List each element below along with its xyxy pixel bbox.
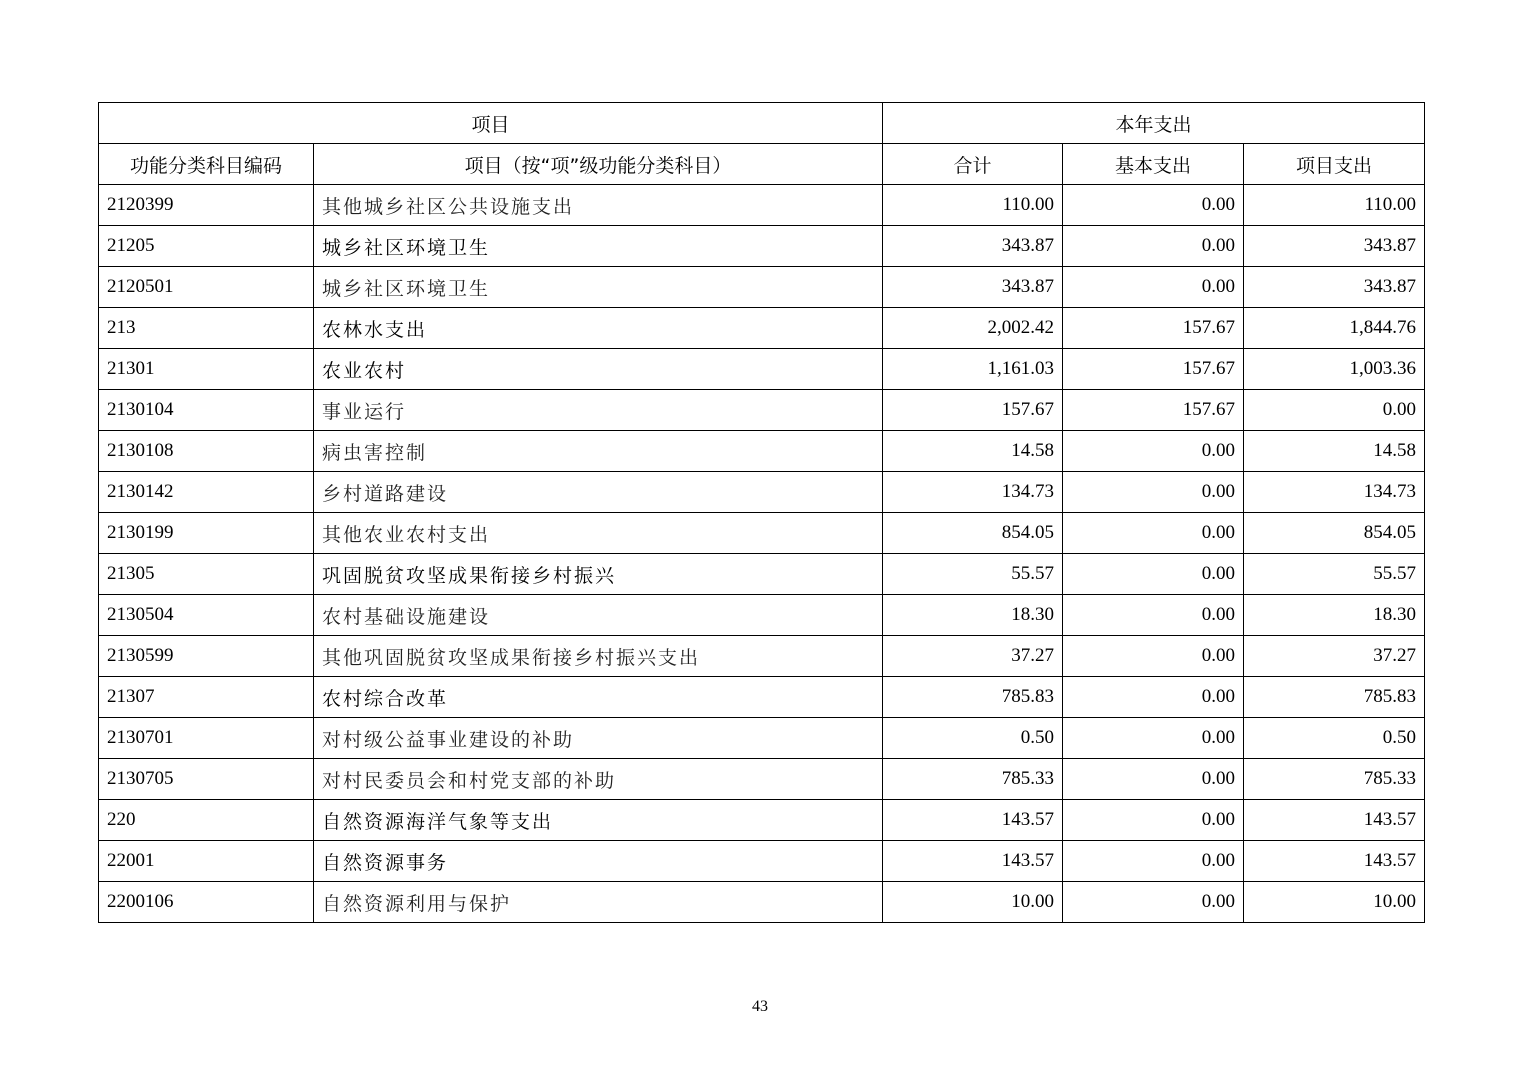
row-code: 2200106 bbox=[99, 882, 314, 923]
table-row bbox=[99, 185, 1425, 226]
row-basic: 0.00 bbox=[1063, 759, 1244, 800]
row-code: 21307 bbox=[99, 677, 314, 718]
row-project: 343.87 bbox=[1244, 226, 1425, 267]
row-total: 157.67 bbox=[883, 390, 1063, 431]
row-basic: 0.00 bbox=[1063, 226, 1244, 267]
row-code: 2130705 bbox=[99, 759, 314, 800]
row-project: 343.87 bbox=[1244, 267, 1425, 308]
row-name: 自然资源事务 bbox=[314, 841, 883, 882]
row-basic: 157.67 bbox=[1063, 308, 1244, 349]
code-column-header: 功能分类科目编码 bbox=[99, 144, 314, 185]
row-name: 农林水支出 bbox=[314, 308, 883, 349]
row-code: 22001 bbox=[99, 841, 314, 882]
row-total: 1,161.03 bbox=[883, 349, 1063, 390]
item-group-header: 项目 bbox=[99, 103, 883, 144]
table-row bbox=[99, 431, 1425, 472]
row-basic: 0.00 bbox=[1063, 513, 1244, 554]
row-total: 143.57 bbox=[883, 800, 1063, 841]
row-name: 农村基础设施建设 bbox=[314, 595, 883, 636]
row-code: 21205 bbox=[99, 226, 314, 267]
row-code: 2130504 bbox=[99, 595, 314, 636]
row-project: 110.00 bbox=[1244, 185, 1425, 226]
table-row bbox=[99, 677, 1425, 718]
row-project: 18.30 bbox=[1244, 595, 1425, 636]
row-project: 143.57 bbox=[1244, 841, 1425, 882]
row-code: 2130104 bbox=[99, 390, 314, 431]
row-basic: 0.00 bbox=[1063, 431, 1244, 472]
row-name: 自然资源利用与保护 bbox=[314, 882, 883, 923]
row-name: 巩固脱贫攻坚成果衔接乡村振兴 bbox=[314, 554, 883, 595]
row-code: 2130599 bbox=[99, 636, 314, 677]
table-row bbox=[99, 759, 1425, 800]
budget-table bbox=[98, 102, 1425, 923]
row-project: 143.57 bbox=[1244, 800, 1425, 841]
row-code: 2130142 bbox=[99, 472, 314, 513]
row-basic: 0.00 bbox=[1063, 841, 1244, 882]
header-row-columns bbox=[99, 144, 1425, 185]
row-total: 343.87 bbox=[883, 267, 1063, 308]
name-column-header: 项目（按“项”级功能分类科目） bbox=[314, 144, 883, 185]
table-row bbox=[99, 472, 1425, 513]
row-project: 854.05 bbox=[1244, 513, 1425, 554]
row-basic: 0.00 bbox=[1063, 677, 1244, 718]
row-basic: 0.00 bbox=[1063, 472, 1244, 513]
row-code: 21305 bbox=[99, 554, 314, 595]
row-name: 自然资源海洋气象等支出 bbox=[314, 800, 883, 841]
row-project: 0.50 bbox=[1244, 718, 1425, 759]
row-project: 0.00 bbox=[1244, 390, 1425, 431]
page-number: 43 bbox=[752, 998, 768, 1015]
row-basic: 157.67 bbox=[1063, 390, 1244, 431]
table-row bbox=[99, 349, 1425, 390]
row-name: 病虫害控制 bbox=[314, 431, 883, 472]
row-code: 213 bbox=[99, 308, 314, 349]
table-body bbox=[99, 185, 1425, 923]
table-row bbox=[99, 554, 1425, 595]
row-code: 2130701 bbox=[99, 718, 314, 759]
row-code: 2120501 bbox=[99, 267, 314, 308]
row-code: 2120399 bbox=[99, 185, 314, 226]
row-name: 城乡社区环境卫生 bbox=[314, 226, 883, 267]
row-basic: 0.00 bbox=[1063, 800, 1244, 841]
row-total: 55.57 bbox=[883, 554, 1063, 595]
row-code: 2130199 bbox=[99, 513, 314, 554]
table-row bbox=[99, 718, 1425, 759]
row-project: 785.33 bbox=[1244, 759, 1425, 800]
table-row bbox=[99, 800, 1425, 841]
row-project: 1,844.76 bbox=[1244, 308, 1425, 349]
table-row bbox=[99, 226, 1425, 267]
total-column-header: 合计 bbox=[883, 144, 1063, 185]
row-basic: 0.00 bbox=[1063, 718, 1244, 759]
table-row bbox=[99, 841, 1425, 882]
row-name: 对村级公益事业建设的补助 bbox=[314, 718, 883, 759]
table-row bbox=[99, 636, 1425, 677]
row-project: 785.83 bbox=[1244, 677, 1425, 718]
row-basic: 0.00 bbox=[1063, 595, 1244, 636]
row-total: 785.33 bbox=[883, 759, 1063, 800]
row-project: 37.27 bbox=[1244, 636, 1425, 677]
project-column-header: 项目支出 bbox=[1244, 144, 1425, 185]
row-total: 0.50 bbox=[883, 718, 1063, 759]
row-total: 2,002.42 bbox=[883, 308, 1063, 349]
row-basic: 0.00 bbox=[1063, 636, 1244, 677]
row-project: 10.00 bbox=[1244, 882, 1425, 923]
row-name: 对村民委员会和村党支部的补助 bbox=[314, 759, 883, 800]
row-total: 110.00 bbox=[883, 185, 1063, 226]
row-total: 18.30 bbox=[883, 595, 1063, 636]
row-name: 其他农业农村支出 bbox=[314, 513, 883, 554]
row-basic: 157.67 bbox=[1063, 349, 1244, 390]
basic-column-header: 基本支出 bbox=[1063, 144, 1244, 185]
row-code: 220 bbox=[99, 800, 314, 841]
row-code: 21301 bbox=[99, 349, 314, 390]
row-name: 乡村道路建设 bbox=[314, 472, 883, 513]
table-row bbox=[99, 308, 1425, 349]
header-row-group bbox=[99, 103, 1425, 144]
row-name: 农业农村 bbox=[314, 349, 883, 390]
row-total: 37.27 bbox=[883, 636, 1063, 677]
row-basic: 0.00 bbox=[1063, 554, 1244, 595]
expense-group-header: 本年支出 bbox=[883, 103, 1425, 144]
row-name: 农村综合改革 bbox=[314, 677, 883, 718]
table-row bbox=[99, 267, 1425, 308]
row-total: 143.57 bbox=[883, 841, 1063, 882]
row-basic: 0.00 bbox=[1063, 185, 1244, 226]
row-project: 14.58 bbox=[1244, 431, 1425, 472]
row-project: 1,003.36 bbox=[1244, 349, 1425, 390]
row-basic: 0.00 bbox=[1063, 882, 1244, 923]
row-name: 其他巩固脱贫攻坚成果衔接乡村振兴支出 bbox=[314, 636, 883, 677]
table-row bbox=[99, 513, 1425, 554]
row-name: 其他城乡社区公共设施支出 bbox=[314, 185, 883, 226]
row-name: 事业运行 bbox=[314, 390, 883, 431]
row-code: 2130108 bbox=[99, 431, 314, 472]
row-total: 854.05 bbox=[883, 513, 1063, 554]
table-row bbox=[99, 882, 1425, 923]
row-total: 14.58 bbox=[883, 431, 1063, 472]
row-total: 134.73 bbox=[883, 472, 1063, 513]
row-basic: 0.00 bbox=[1063, 267, 1244, 308]
row-total: 343.87 bbox=[883, 226, 1063, 267]
row-project: 55.57 bbox=[1244, 554, 1425, 595]
row-total: 10.00 bbox=[883, 882, 1063, 923]
row-project: 134.73 bbox=[1244, 472, 1425, 513]
row-total: 785.83 bbox=[883, 677, 1063, 718]
table-row bbox=[99, 595, 1425, 636]
row-name: 城乡社区环境卫生 bbox=[314, 267, 883, 308]
table-row bbox=[99, 390, 1425, 431]
